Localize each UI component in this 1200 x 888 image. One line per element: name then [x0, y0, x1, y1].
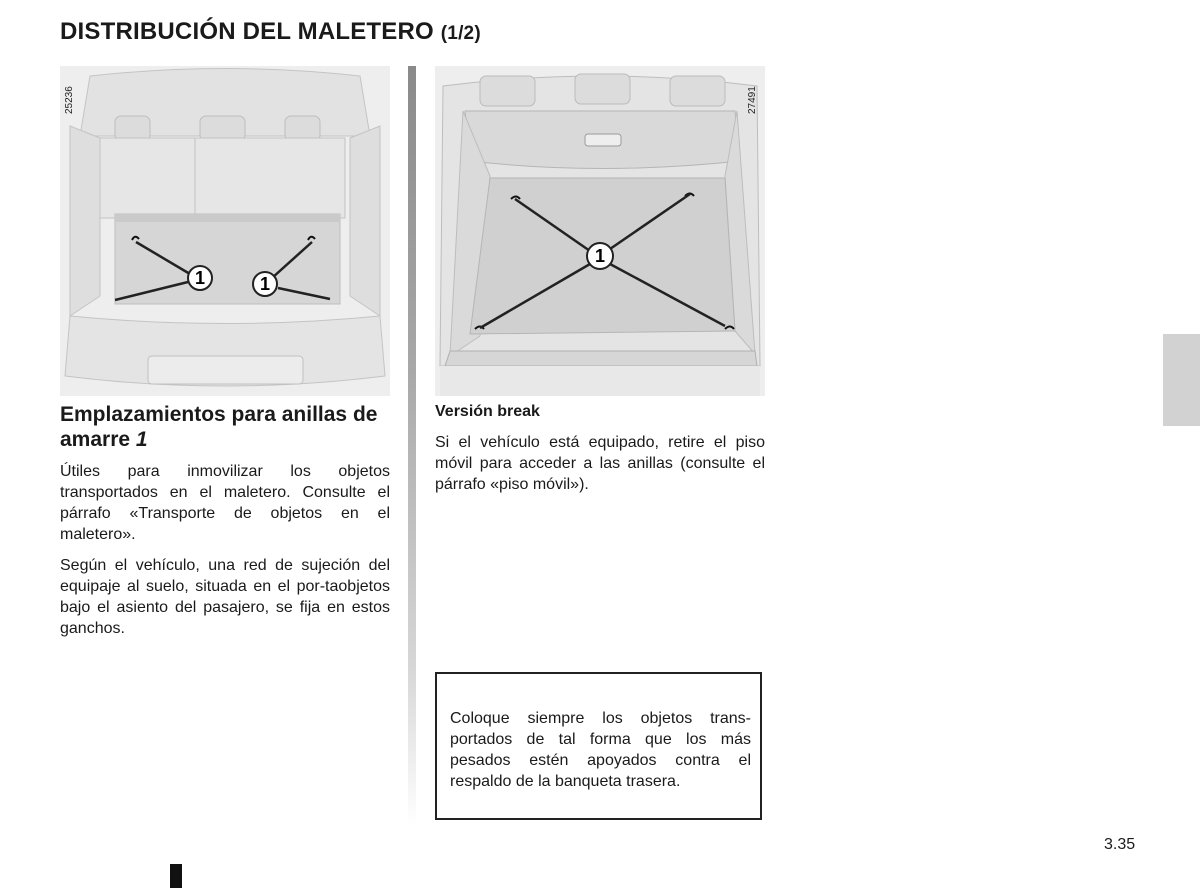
- body-paragraph: Según el vehículo, una red de sujeción del equipaje al suelo, situada en el por-taobjetos bajo el asiento del pasajero, se fija en estos ganchos.: [60, 557, 390, 637]
- subsection-heading: Versión break: [435, 403, 540, 420]
- print-mark: [170, 864, 182, 888]
- page-title: [60, 18, 481, 46]
- trunk-illustration-break: [435, 66, 765, 396]
- hatchback-trunk-drawing: [60, 66, 390, 396]
- figure-code: 25236: [64, 86, 75, 114]
- figure-code: 27491: [747, 86, 758, 114]
- note-box: [435, 672, 762, 820]
- body-paragraph: Si el vehículo está equipado, retire el piso móvil para acceder a las anillas (consulte el párrafo «piso móvil»).: [435, 434, 765, 493]
- section-heading: [60, 402, 390, 452]
- page-title-main: DISTRIBUCIÓN DEL MALETERO: [60, 18, 434, 45]
- break-trunk-drawing: [435, 66, 765, 396]
- section-heading-text: Emplazamientos para anillas de amarre: [60, 403, 378, 451]
- callout-label: 1: [259, 274, 271, 294]
- callout-label: 1: [194, 268, 206, 288]
- section-heading-number: 1: [135, 428, 148, 451]
- callout-label: 1: [594, 246, 606, 266]
- page-title-sub: (1/2): [440, 23, 481, 44]
- trunk-illustration-hatchback: [60, 66, 390, 396]
- column-divider: [408, 66, 416, 826]
- chapter-tab: [1163, 334, 1200, 426]
- body-paragraph: Útiles para inmovilizar los objetos transportados en el maletero. Consulte el párrafo «Transporte de objetos en el maletero».: [60, 463, 390, 543]
- page-number: 3.35: [1104, 836, 1136, 853]
- note-text: Coloque siempre los objetos trans-portados de tal forma que los más pesados estén apoyados contra el respaldo de la banqueta trasera.: [450, 710, 751, 790]
